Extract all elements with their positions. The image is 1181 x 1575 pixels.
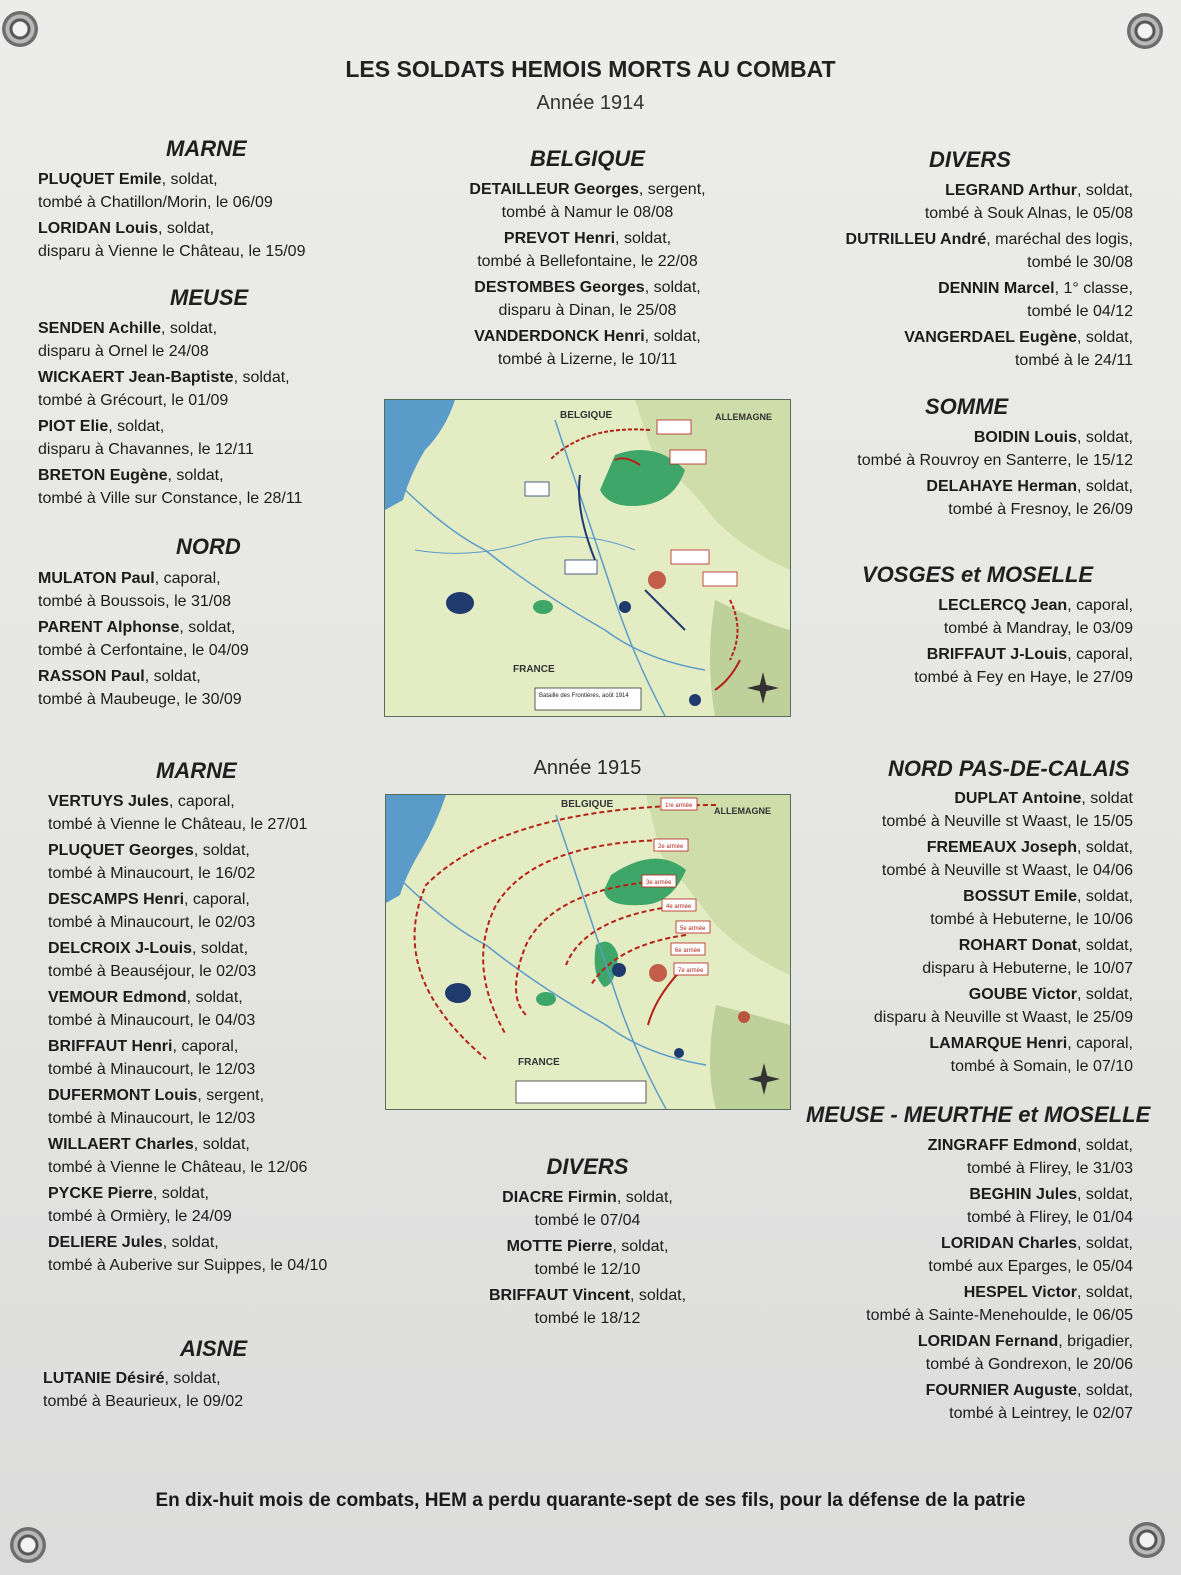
soldier-entry [48,888,378,934]
soldier-detail: tombé à Cerfontaine, le 04/09 [38,642,249,659]
soldier-line [800,643,1133,666]
soldier-line [385,276,790,299]
soldier-line [48,888,378,911]
soldier-name: MOTTE Pierre [506,1238,613,1255]
soldier-name: ZINGRAFF Edmond [927,1137,1077,1154]
soldier-detail: tombé à Maubeuge, le 30/09 [38,691,242,708]
soldier-line [800,179,1133,202]
soldier-detail: tombé à Minaucourt, le 02/03 [48,914,256,931]
soldier-name: BOIDIN Louis [973,429,1077,446]
soldier-name: LORIDAN Charles [940,1235,1077,1252]
soldier-entry [800,885,1133,931]
section-aisne-1915 [43,1367,373,1416]
soldier-entry [800,228,1133,274]
soldier-entry [800,594,1133,640]
soldier-name: MULATON Paul [38,570,155,587]
map-1915-label-allemagne: ALLEMAGNE [714,806,771,816]
soldier-rank: , soldat, [644,279,701,296]
soldier-name: VANGERDAEL Eugène [904,329,1077,346]
soldier-name: DELAHAYE Herman [926,478,1077,495]
soldier-rank: , soldat, [1076,1382,1133,1399]
soldier-detail: tombé à Minaucourt, le 12/03 [48,1061,256,1078]
soldier-detail: tombé le 12/10 [534,1261,641,1278]
soldier-name: DUFERMONT Louis [48,1087,198,1104]
soldier-entry [800,1379,1133,1425]
soldier-entry [800,426,1133,472]
map-1914 [384,399,791,717]
soldier-rank: , sergent, [638,181,706,198]
section-vosges-1914 [800,594,1133,692]
soldier-detail: disparu à Hebuterne, le 10/07 [922,960,1133,977]
soldier-detail: tombé à Ville sur Constance, le 28/11 [38,490,303,507]
soldier-line [800,475,1133,498]
soldier-entry [800,475,1133,521]
soldier-line [800,787,1133,810]
soldier-name: PLUQUET Emile [38,171,162,188]
soldier-name: DESCAMPS Henri [48,891,185,908]
soldier-line [800,934,1133,957]
soldier-detail: tombé le 04/12 [1027,303,1133,320]
soldier-name: DENNIN Marcel [938,280,1055,297]
soldier-rank: , soldat, [164,1370,221,1387]
soldier-rank: , soldat, [1076,986,1133,1003]
soldier-entry [385,1284,790,1330]
soldier-name: PREVOT Henri [503,230,616,247]
soldier-rank: , soldat, [158,220,215,237]
soldier-line [385,1186,790,1209]
footer-statement: En dix-huit mois de combats, HEM a perdu quarante-sept de ses fils, pour la défense de la patrie [155,1490,1026,1511]
soldier-entry [48,1182,378,1228]
soldier-rank: , soldat, [1076,182,1133,199]
soldier-entry [38,665,378,711]
map-1915-label-france: FRANCE [518,1057,560,1068]
soldier-name: FREMEAUX Joseph [926,839,1077,856]
soldier-detail: tombé à Rouvroy en Santerre, le 15/12 [857,452,1133,469]
soldier-name: PYCKE Pierre [48,1185,153,1202]
soldier-name: LUTANIE Désiré [43,1370,165,1387]
soldier-line [800,1379,1133,1402]
section-title-marne-1915: MARNE [156,758,237,783]
soldier-detail: tombé à Fey en Haye, le 27/09 [914,669,1133,686]
soldier-name: DELIERE Jules [48,1234,163,1251]
soldier-entry [48,839,378,885]
soldier-detail: tombé à Fresnoy, le 26/09 [948,501,1133,518]
soldier-entry [48,1231,378,1277]
soldier-name: DELCROIX J-Louis [48,940,193,957]
soldier-rank: , soldat, [161,320,218,337]
soldier-entry [800,1032,1133,1078]
soldier-detail: tombé à Minaucourt, le 12/03 [48,1110,256,1127]
map-1915 [385,794,791,1110]
soldier-entry [38,616,378,662]
section-divers-1915 [385,1186,790,1333]
soldier-name: DETAILLEUR Georges [469,181,639,198]
soldier-line [800,1330,1133,1353]
soldier-rank: , caporal, [184,891,250,908]
soldier-rank: , soldat, [1076,478,1133,495]
soldier-name: WILLAERT Charles [48,1136,194,1153]
section-title-belgique-1914: BELGIQUE [530,146,645,171]
soldier-line [48,937,378,960]
soldier-detail: tombé à Flirey, le 01/04 [966,1209,1133,1226]
section-title-aisne-1915: AISNE [180,1336,248,1361]
soldier-entry [38,317,378,363]
soldier-rank: , soldat, [144,668,201,685]
soldier-entry [48,986,378,1032]
soldier-entry [800,934,1133,980]
soldier-rank: , soldat, [1076,429,1133,446]
soldier-rank: , soldat, [630,1287,687,1304]
soldier-entry [38,168,378,214]
soldier-entry [800,277,1133,323]
soldier-rank: , soldat, [186,989,243,1006]
soldier-entry [800,179,1133,225]
grommet-bottom-left [10,1527,46,1563]
soldier-line [385,227,790,250]
section-title-somme-1914: SOMME [925,394,1009,419]
soldier-name: PARENT Alphonse [38,619,180,636]
soldier-line [800,885,1133,908]
soldier-name: BRETON Eugène [38,467,168,484]
soldier-detail: tombé à Sainte-Menehoulde, le 06/05 [866,1307,1133,1324]
map-1915-army-label: 7e armée [678,968,704,974]
soldier-detail: tombé à Auberive sur Suippes, le 04/10 [48,1257,328,1274]
soldier-entry [48,1084,378,1130]
soldier-rank: , soldat, [612,1238,669,1255]
soldier-entry [800,983,1133,1029]
section-marne-1915 [48,790,378,1280]
soldier-detail: tombé à Beaurieux, le 09/02 [43,1393,244,1410]
soldier-entry [800,787,1133,833]
soldier-entry [38,415,378,461]
soldier-rank: , brigadier, [1058,1333,1133,1350]
section-title-vosges-1914: VOSGES et MOSELLE [862,562,1094,587]
soldier-name: BEGHIN Jules [969,1186,1077,1203]
soldier-line [800,277,1133,300]
soldier-line [48,1084,378,1107]
grommet-top-right [1127,13,1163,49]
soldier-rank: , soldat, [193,1136,250,1153]
soldier-rank: , caporal, [172,1038,239,1055]
soldier-name: HESPEL Victor [963,1284,1077,1301]
soldier-line [38,366,378,389]
soldier-name: VANDERDONCK Henri [474,328,645,345]
soldier-name: WICKAERT Jean-Baptiste [38,369,234,386]
soldier-rank: , soldat, [644,328,701,345]
soldier-name: DESTOMBES Georges [474,279,645,296]
soldier-line [385,178,790,201]
soldier-rank: , caporal, [1067,597,1133,614]
grommet-top-left [2,11,38,47]
soldier-entry [38,567,378,613]
page-title: LES SOLDATS HEMOIS MORTS AU COMBAT [345,56,836,82]
soldier-name: LORIDAN Louis [38,220,158,237]
soldier-entry [48,937,378,983]
soldier-detail: tombé à Somain, le 07/10 [950,1058,1133,1075]
soldier-detail: tombé à Vienne le Château, le 27/01 [48,816,308,833]
soldier-entry [48,1035,378,1081]
soldier-rank: , maréchal des logis, [986,231,1133,248]
soldier-name: BRIFFAUT Vincent [488,1287,630,1304]
soldier-line [800,1134,1133,1157]
soldier-rank: , sergent, [197,1087,265,1104]
map-1915-army-label: 4e armée [666,904,692,910]
soldier-entry [800,836,1133,882]
soldier-rank: , soldat, [1076,1137,1133,1154]
soldier-name: PLUQUET Georges [48,842,194,859]
soldier-line [48,1231,378,1254]
soldier-entry [385,325,790,371]
soldier-name: RASSON Paul [38,668,145,685]
soldier-name: DUTRILLEU André [845,231,987,248]
soldier-line [38,415,378,438]
soldier-line [800,426,1133,449]
section-title-meuse-1914: MEUSE [170,285,249,310]
soldier-entry [800,1183,1133,1229]
soldier-line [385,1235,790,1258]
soldier-detail: tombé à Hebuterne, le 10/06 [930,911,1133,928]
soldier-detail: tombé à le 24/11 [1014,352,1133,369]
section-marne-1914 [38,168,378,266]
soldier-line [385,1284,790,1307]
soldier-line [800,228,1133,251]
soldier-rank: , soldat, [1076,937,1133,954]
map-1914-label-france: FRANCE [513,664,555,675]
year-1914-heading: Année 1914 [536,92,645,114]
soldier-detail: disparu à Chavannes, le 12/11 [38,441,254,458]
section-somme-1914 [800,426,1133,524]
soldier-line [38,616,378,639]
soldier-name: LEGRAND Arthur [945,182,1077,199]
soldier-rank: , soldat, [1076,839,1133,856]
soldier-entry [48,1133,378,1179]
soldier-detail: tombé le 18/12 [534,1310,641,1327]
soldier-line [800,1032,1133,1055]
soldier-line [800,983,1133,1006]
soldier-line [48,986,378,1009]
soldier-entry [48,790,378,836]
section-title-divers-1915: DIVERS [546,1154,629,1179]
soldier-rank: , caporal, [1067,646,1133,663]
soldier-rank: , soldat, [162,1234,219,1251]
soldier-name: BRIFFAUT J-Louis [926,646,1068,663]
soldier-entry [38,366,378,412]
soldier-entry [800,1281,1133,1327]
soldier-name: SENDEN Achille [38,320,161,337]
soldier-line [43,1367,373,1390]
soldier-name: BRIFFAUT Henri [48,1038,173,1055]
soldier-rank: , soldat, [1076,1284,1133,1301]
soldier-detail: tombé à Bellefontaine, le 22/08 [477,253,698,270]
soldier-line [48,790,378,813]
section-belgique-1914 [385,178,790,374]
soldier-line [38,168,378,191]
soldier-line [38,464,378,487]
soldier-line [385,325,790,348]
soldier-entry [38,217,378,263]
soldier-detail: disparu à Neuville st Waast, le 25/09 [873,1009,1133,1026]
soldier-line [38,567,378,590]
section-title-npdc-1915: NORD PAS-DE-CALAIS [888,756,1130,781]
map-1915-label-belgique: BELGIQUE [561,799,614,810]
section-meuse-1915 [800,1134,1133,1428]
soldier-detail: tombé à Gondrexon, le 20/06 [925,1356,1133,1373]
soldier-detail: disparu à Dinan, le 25/08 [498,302,677,319]
soldier-rank: , soldat, [193,842,250,859]
soldier-name: DIACRE Firmin [502,1189,617,1206]
soldier-rank: , soldat, [161,171,218,188]
soldier-line [800,1281,1133,1304]
section-title-marne-1914: MARNE [166,136,247,161]
soldier-detail: tombé à Minaucourt, le 04/03 [48,1012,256,1029]
soldier-detail: tombé à Vienne le Château, le 12/06 [48,1159,308,1176]
soldier-rank: , soldat, [192,940,249,957]
soldier-entry [385,1186,790,1232]
soldier-entry [800,1134,1133,1180]
soldier-entry [385,227,790,273]
soldier-detail: tombé à Neuville st Waast, le 04/06 [881,862,1133,879]
soldier-name: LORIDAN Fernand [917,1333,1059,1350]
soldier-name: GOUBE Victor [968,986,1077,1003]
soldier-rank: , soldat, [1076,1186,1133,1203]
soldier-rank: , soldat [1081,790,1133,807]
soldier-detail: tombé à Mandray, le 03/09 [943,620,1133,637]
map-1915-army-label: 6e armée [675,948,701,954]
map-1914-legend-title: Bataille des Frontières, août 1914 [539,693,629,699]
soldier-detail: tombé à Chatillon/Morin, le 06/09 [38,194,273,211]
soldier-rank: , soldat, [1076,329,1133,346]
soldier-detail: tombé à Leintrey, le 02/07 [949,1405,1133,1422]
section-meuse-1914 [38,317,378,513]
soldier-detail: tombé à Namur le 08/08 [501,204,674,221]
soldier-rank: , soldat, [1076,888,1133,905]
section-title-divers-1914: DIVERS [929,147,1011,172]
section-nord-1914 [38,567,378,714]
soldier-name: LAMARQUE Henri [929,1035,1068,1052]
soldier-rank: , soldat, [233,369,290,386]
soldier-name: VEMOUR Edmond [48,989,187,1006]
section-title-nord-1914: NORD [176,534,241,559]
soldier-entry [800,1232,1133,1278]
soldier-detail: tombé à Souk Alnas, le 05/08 [924,205,1133,222]
soldier-detail: tombé à Grécourt, le 01/09 [38,392,229,409]
map-1915-army-label: 5e armée [680,926,706,932]
soldier-rank: , soldat, [616,1189,673,1206]
soldier-detail: tombé le 30/08 [1027,254,1133,271]
year-1915-heading: Année 1915 [533,757,642,779]
soldier-rank: , soldat, [167,467,224,484]
soldier-line [48,1182,378,1205]
soldier-detail: tombé à Boussois, le 31/08 [38,593,232,610]
soldier-line [38,217,378,240]
soldier-detail: tombé à Flirey, le 31/03 [966,1160,1133,1177]
soldier-name: BOSSUT Emile [963,888,1077,905]
soldier-entry [43,1367,373,1413]
soldier-rank: , caporal, [168,793,235,810]
soldier-line [38,317,378,340]
soldier-name: PIOT Elie [38,418,109,435]
soldier-name: DUPLAT Antoine [954,790,1082,807]
map-1915-army-label: 1re armée [665,803,693,809]
soldier-line [800,326,1133,349]
map-1915-army-label: 3e armée [646,880,672,886]
soldier-line [800,1183,1133,1206]
soldier-entry [800,326,1133,372]
soldier-rank: , soldat, [108,418,165,435]
soldier-rank: , caporal, [154,570,221,587]
soldier-name: LECLERCQ Jean [938,597,1068,614]
map-1915-army-label: 2e armée [658,844,684,850]
soldier-rank: , caporal, [1067,1035,1133,1052]
soldier-entry [38,464,378,510]
soldier-detail: tombé le 07/04 [534,1212,641,1229]
soldier-detail: tombé à Beauséjour, le 02/03 [48,963,257,980]
soldier-detail: tombé à Minaucourt, le 16/02 [48,865,256,882]
grommet-bottom-right [1129,1522,1165,1558]
soldier-entry [385,1235,790,1281]
soldier-line [38,665,378,688]
section-divers-1914 [800,179,1133,375]
soldier-name: VERTUYS Jules [48,793,169,810]
soldier-rank: , soldat, [179,619,236,636]
map-1914-label-belgique: BELGIQUE [560,410,613,421]
section-title-meuse-1915: MEUSE - MEURTHE et MOSELLE [806,1102,1151,1127]
soldier-rank: , soldat, [615,230,672,247]
soldier-line [48,1035,378,1058]
soldier-name: FOURNIER Auguste [925,1382,1077,1399]
soldier-detail: tombé aux Eparges, le 05/04 [928,1258,1133,1275]
soldier-entry [800,1330,1133,1376]
soldier-line [800,594,1133,617]
soldier-rank: , soldat, [1076,1235,1133,1252]
soldier-rank: , soldat, [152,1185,209,1202]
section-npdc-1915 [800,787,1133,1081]
soldier-detail: disparu à Vienne le Château, le 15/09 [38,243,306,260]
soldier-line [48,1133,378,1156]
soldier-detail: tombé à Ormièry, le 24/09 [48,1208,232,1225]
soldier-entry [385,178,790,224]
soldier-detail: tombé à Lizerne, le 10/11 [497,351,678,368]
soldier-detail: disparu à Ornel le 24/08 [38,343,209,360]
soldier-line [800,836,1133,859]
soldier-entry [800,643,1133,689]
soldier-rank: , 1° classe, [1054,280,1133,297]
soldier-line [800,1232,1133,1255]
soldier-name: ROHART Donat [958,937,1077,954]
soldier-line [48,839,378,862]
soldier-entry [385,276,790,322]
soldier-detail: tombé à Neuville st Waast, le 15/05 [881,813,1133,830]
map-1914-label-allemagne: ALLEMAGNE [715,412,772,422]
